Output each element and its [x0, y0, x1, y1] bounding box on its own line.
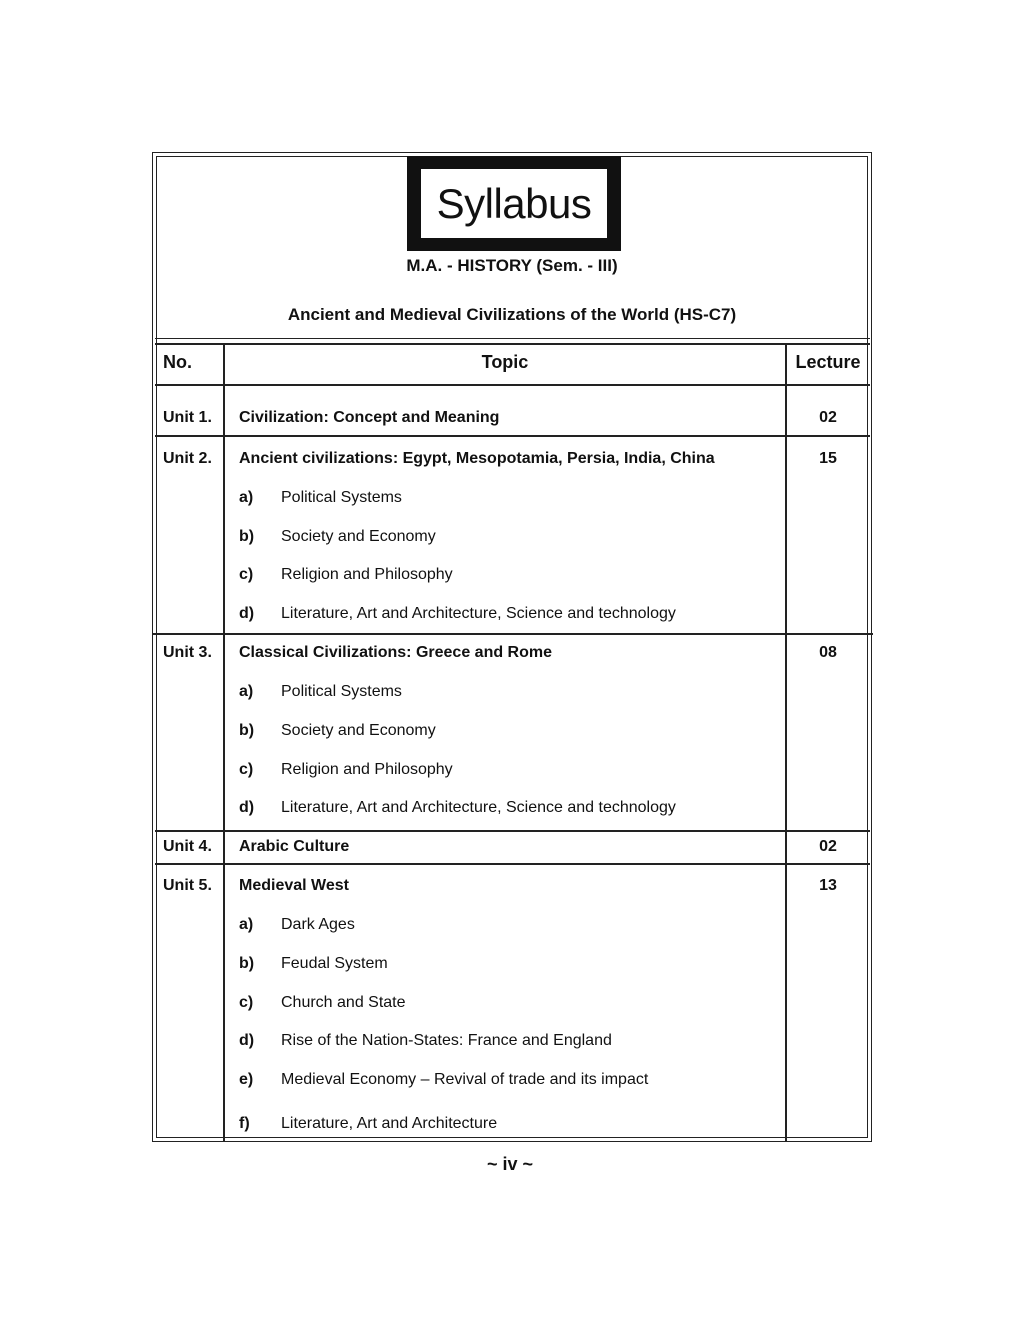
item-text: Church and State: [281, 994, 406, 1011]
item-text: Literature, Art and Architecture, Science and technology: [281, 605, 676, 622]
header-no: No.: [163, 352, 192, 372]
unit-lecture: 15: [819, 450, 837, 467]
header-topic: Topic: [481, 352, 529, 372]
unit-title: Civilization: Concept and Meaning: [239, 409, 500, 426]
unit-title: Classical Civilizations: Greece and Rome: [239, 644, 553, 661]
item-label: b): [239, 528, 255, 545]
item-label: b): [239, 955, 255, 972]
item-text: Literature, Art and Architecture, Science and technology: [281, 799, 676, 816]
item-label: e): [239, 1071, 254, 1088]
paper-title: Ancient and Medieval Civilizations of the World (HS-C7): [287, 305, 737, 324]
header-bottom-rule: [155, 384, 870, 386]
title-box: [407, 156, 621, 251]
header-top-rule-2: [155, 343, 870, 345]
item-text: Society and Economy: [281, 528, 436, 545]
item-label: c): [239, 566, 254, 583]
unit-lecture: 02: [819, 409, 837, 426]
unit-number: Unit 5.: [163, 877, 212, 894]
item-label: b): [239, 722, 255, 739]
page-number: ~ iv ~: [486, 1154, 534, 1174]
row-divider: [155, 435, 870, 437]
column-divider-1: [223, 345, 225, 1142]
unit-number: Unit 1.: [163, 409, 212, 426]
header-lecture: Lecture: [795, 352, 861, 372]
item-text: Political Systems: [281, 683, 402, 700]
unit-number: Unit 4.: [163, 838, 212, 855]
item-text: Feudal System: [281, 955, 388, 972]
page-title: Syllabus: [421, 169, 607, 238]
item-label: c): [239, 761, 254, 778]
unit-lecture: 13: [819, 877, 837, 894]
row-divider: [155, 830, 870, 832]
item-label: a): [239, 489, 254, 506]
item-text: Society and Economy: [281, 722, 436, 739]
header-top-rule: [155, 338, 870, 339]
item-text: Literature, Art and Architecture: [281, 1115, 498, 1132]
item-label: a): [239, 916, 254, 933]
unit-title: Arabic Culture: [239, 838, 350, 855]
unit-number: Unit 3.: [163, 644, 212, 661]
item-text: Medieval Economy – Revival of trade and its impact: [281, 1071, 649, 1088]
item-text: Religion and Philosophy: [281, 761, 453, 778]
unit-number: Unit 2.: [163, 450, 212, 467]
item-text: Dark Ages: [281, 916, 355, 933]
item-label: d): [239, 799, 255, 816]
item-text: Political Systems: [281, 489, 402, 506]
course-name: M.A. - HISTORY (Sem. - III): [406, 256, 618, 275]
item-label: f): [239, 1115, 250, 1132]
item-label: d): [239, 605, 255, 622]
item-label: d): [239, 1032, 255, 1049]
row-divider: [155, 863, 870, 865]
item-text: Religion and Philosophy: [281, 566, 453, 583]
unit-lecture: 08: [819, 644, 837, 661]
item-label: c): [239, 994, 254, 1011]
item-text: Rise of the Nation-States: France and England: [281, 1032, 612, 1049]
unit-title: Medieval West: [239, 877, 349, 894]
unit-lecture: 02: [819, 838, 837, 855]
row-divider: [152, 633, 873, 635]
item-label: a): [239, 683, 254, 700]
unit-title: Ancient civilizations: Egypt, Mesopotamia, Persia, India, China: [239, 450, 715, 467]
